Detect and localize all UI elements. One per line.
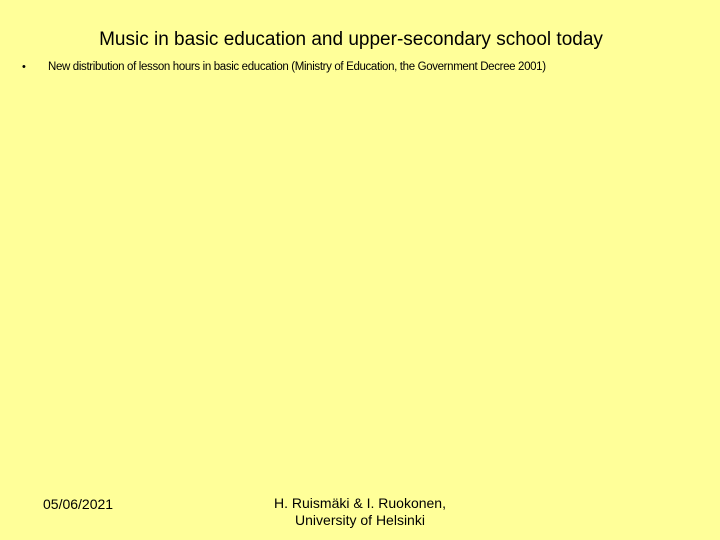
footer-credit (240, 495, 480, 529)
bullet-item (22, 58, 712, 78)
bullet-marker: • (22, 61, 26, 73)
footer-credit-affiliation: University of Helsinki (295, 512, 425, 528)
bullet-text: New distribution of lesson hours in basic education (Ministry of Education, the Government Decree 2001) (48, 61, 546, 73)
footer-credit-authors: H. Ruismäki & I. Ruokonen, (274, 495, 446, 511)
slide-title: Music in basic education and upper-secondary school today (99, 29, 603, 50)
footer-date: 05/06/2021 (43, 496, 114, 512)
